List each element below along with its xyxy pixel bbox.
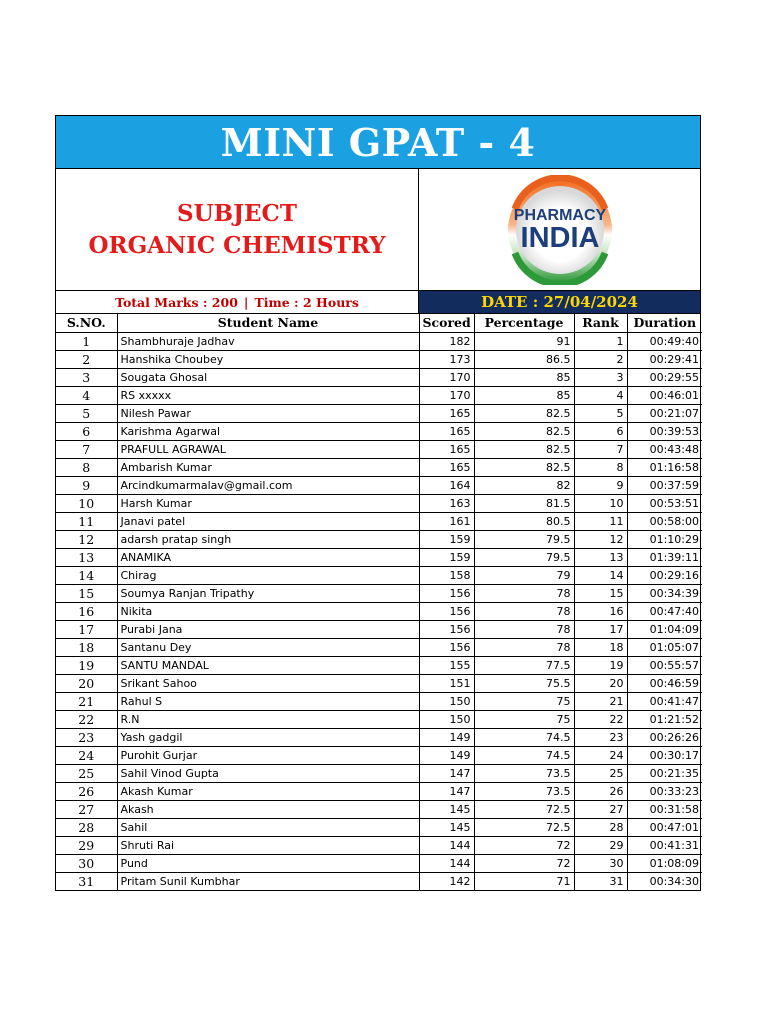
cell-percentage: 82.5 xyxy=(474,458,574,476)
cell-rank: 26 xyxy=(574,782,627,800)
cell-percentage: 71 xyxy=(474,872,574,890)
cell-scored: 161 xyxy=(419,512,474,530)
cell-percentage: 75 xyxy=(474,710,574,728)
cell-scored: 159 xyxy=(419,530,474,548)
cell-sno: 5 xyxy=(56,404,117,422)
table-row xyxy=(56,854,702,872)
cell-name: Pund xyxy=(117,854,419,872)
cell-name: Chirag xyxy=(117,566,419,584)
cell-percentage: 74.5 xyxy=(474,728,574,746)
cell-duration: 00:29:55 xyxy=(627,368,702,386)
cell-sno: 12 xyxy=(56,530,117,548)
cell-name: PRAFULL AGRAWAL xyxy=(117,440,419,458)
table-row xyxy=(56,350,702,368)
cell-percentage: 72 xyxy=(474,854,574,872)
cell-name: Sougata Ghosal xyxy=(117,368,419,386)
cell-name: Arcindkumarmalav@gmail.com xyxy=(117,476,419,494)
cell-sno: 17 xyxy=(56,620,117,638)
cell-percentage: 75.5 xyxy=(474,674,574,692)
cell-scored: 156 xyxy=(419,602,474,620)
cell-rank: 7 xyxy=(574,440,627,458)
cell-rank: 29 xyxy=(574,836,627,854)
subject-cell xyxy=(56,169,419,290)
cell-sno: 13 xyxy=(56,548,117,566)
cell-duration: 00:33:23 xyxy=(627,782,702,800)
cell-name: Janavi patel xyxy=(117,512,419,530)
cell-scored: 150 xyxy=(419,710,474,728)
cell-rank: 12 xyxy=(574,530,627,548)
cell-scored: 147 xyxy=(419,764,474,782)
cell-duration: 00:37:59 xyxy=(627,476,702,494)
cell-scored: 158 xyxy=(419,566,474,584)
cell-percentage: 72.5 xyxy=(474,818,574,836)
cell-name: Rahul S xyxy=(117,692,419,710)
result-sheet xyxy=(55,115,701,891)
table-row xyxy=(56,674,702,692)
separator: | xyxy=(243,294,249,310)
cell-name: adarsh pratap singh xyxy=(117,530,419,548)
cell-sno: 19 xyxy=(56,656,117,674)
col-header-rank: Rank xyxy=(574,314,627,332)
cell-rank: 13 xyxy=(574,548,627,566)
cell-rank: 3 xyxy=(574,368,627,386)
cell-duration: 00:21:07 xyxy=(627,404,702,422)
cell-percentage: 82 xyxy=(474,476,574,494)
cell-duration: 00:47:01 xyxy=(627,818,702,836)
cell-sno: 11 xyxy=(56,512,117,530)
cell-rank: 23 xyxy=(574,728,627,746)
cell-duration: 00:29:41 xyxy=(627,350,702,368)
cell-rank: 21 xyxy=(574,692,627,710)
table-row xyxy=(56,566,702,584)
cell-sno: 6 xyxy=(56,422,117,440)
cell-percentage: 81.5 xyxy=(474,494,574,512)
cell-scored: 156 xyxy=(419,638,474,656)
cell-name: SANTU MANDAL xyxy=(117,656,419,674)
col-header-duration: Duration xyxy=(627,314,702,332)
cell-duration: 01:21:52 xyxy=(627,710,702,728)
cell-percentage: 74.5 xyxy=(474,746,574,764)
cell-duration: 00:21:35 xyxy=(627,764,702,782)
cell-name: Karishma Agarwal xyxy=(117,422,419,440)
cell-scored: 144 xyxy=(419,854,474,872)
cell-scored: 165 xyxy=(419,404,474,422)
cell-sno: 20 xyxy=(56,674,117,692)
marks-time-cell xyxy=(56,291,419,313)
total-marks: Total Marks : 200 xyxy=(115,294,238,310)
cell-rank: 31 xyxy=(574,872,627,890)
table-row xyxy=(56,818,702,836)
cell-scored: 156 xyxy=(419,584,474,602)
cell-duration: 00:34:30 xyxy=(627,872,702,890)
cell-duration: 00:58:00 xyxy=(627,512,702,530)
cell-scored: 156 xyxy=(419,620,474,638)
logo-text-pharmacy: PHARMACY xyxy=(513,206,606,224)
cell-name: Akash xyxy=(117,800,419,818)
cell-name: Santanu Dey xyxy=(117,638,419,656)
cell-scored: 163 xyxy=(419,494,474,512)
cell-duration: 00:53:51 xyxy=(627,494,702,512)
table-row xyxy=(56,386,702,404)
cell-duration: 00:41:47 xyxy=(627,692,702,710)
cell-duration: 01:10:29 xyxy=(627,530,702,548)
cell-sno: 21 xyxy=(56,692,117,710)
cell-name: Pritam Sunil Kumbhar xyxy=(117,872,419,890)
cell-scored: 182 xyxy=(419,332,474,350)
table-row xyxy=(56,692,702,710)
cell-sno: 29 xyxy=(56,836,117,854)
cell-percentage: 82.5 xyxy=(474,440,574,458)
cell-rank: 11 xyxy=(574,512,627,530)
header-row xyxy=(56,314,702,332)
results-table xyxy=(56,314,702,890)
subject-name: ORGANIC CHEMISTRY xyxy=(88,231,386,259)
cell-sno: 2 xyxy=(56,350,117,368)
cell-name: Soumya Ranjan Tripathy xyxy=(117,584,419,602)
cell-percentage: 72.5 xyxy=(474,800,574,818)
cell-duration: 00:43:48 xyxy=(627,440,702,458)
cell-sno: 7 xyxy=(56,440,117,458)
table-row xyxy=(56,656,702,674)
cell-rank: 27 xyxy=(574,800,627,818)
cell-scored: 150 xyxy=(419,692,474,710)
cell-rank: 25 xyxy=(574,764,627,782)
logo-text-india: INDIA xyxy=(520,221,599,254)
cell-sno: 18 xyxy=(56,638,117,656)
cell-percentage: 78 xyxy=(474,584,574,602)
cell-scored: 142 xyxy=(419,872,474,890)
cell-duration: 00:46:01 xyxy=(627,386,702,404)
cell-name: Harsh Kumar xyxy=(117,494,419,512)
col-header-scored: Scored xyxy=(419,314,474,332)
cell-sno: 27 xyxy=(56,800,117,818)
cell-scored: 159 xyxy=(419,548,474,566)
info-row xyxy=(56,291,700,314)
cell-rank: 24 xyxy=(574,746,627,764)
cell-rank: 5 xyxy=(574,404,627,422)
cell-duration: 01:04:09 xyxy=(627,620,702,638)
cell-name: RS xxxxx xyxy=(117,386,419,404)
cell-scored: 149 xyxy=(419,728,474,746)
cell-name: Nilesh Pawar xyxy=(117,404,419,422)
cell-percentage: 80.5 xyxy=(474,512,574,530)
cell-duration: 00:47:40 xyxy=(627,602,702,620)
cell-scored: 165 xyxy=(419,422,474,440)
cell-percentage: 79.5 xyxy=(474,548,574,566)
cell-scored: 170 xyxy=(419,386,474,404)
cell-scored: 147 xyxy=(419,782,474,800)
cell-duration: 01:39:11 xyxy=(627,548,702,566)
cell-duration: 00:34:39 xyxy=(627,584,702,602)
table-row xyxy=(56,710,702,728)
title-banner xyxy=(56,116,700,169)
cell-name: Purabi Jana xyxy=(117,620,419,638)
col-header-percentage: Percentage xyxy=(474,314,574,332)
cell-sno: 30 xyxy=(56,854,117,872)
table-row xyxy=(56,458,702,476)
table-row xyxy=(56,440,702,458)
cell-sno: 15 xyxy=(56,584,117,602)
cell-name: Shambhuraje Jadhav xyxy=(117,332,419,350)
cell-sno: 4 xyxy=(56,386,117,404)
cell-percentage: 79 xyxy=(474,566,574,584)
cell-percentage: 73.5 xyxy=(474,764,574,782)
cell-name: Sahil xyxy=(117,818,419,836)
cell-scored: 165 xyxy=(419,440,474,458)
cell-rank: 1 xyxy=(574,332,627,350)
table-row xyxy=(56,620,702,638)
cell-percentage: 85 xyxy=(474,386,574,404)
cell-rank: 6 xyxy=(574,422,627,440)
cell-duration: 00:30:17 xyxy=(627,746,702,764)
cell-percentage: 85 xyxy=(474,368,574,386)
cell-name: Srikant Sahoo xyxy=(117,674,419,692)
cell-name: Shruti Rai xyxy=(117,836,419,854)
cell-rank: 18 xyxy=(574,638,627,656)
cell-duration: 00:46:59 xyxy=(627,674,702,692)
cell-rank: 8 xyxy=(574,458,627,476)
cell-duration: 00:55:57 xyxy=(627,656,702,674)
cell-rank: 17 xyxy=(574,620,627,638)
cell-duration: 00:29:16 xyxy=(627,566,702,584)
cell-duration: 01:16:58 xyxy=(627,458,702,476)
cell-name: Akash Kumar xyxy=(117,782,419,800)
cell-duration: 00:26:26 xyxy=(627,728,702,746)
cell-scored: 151 xyxy=(419,674,474,692)
pharmacy-india-logo xyxy=(497,175,623,285)
cell-percentage: 79.5 xyxy=(474,530,574,548)
cell-sno: 10 xyxy=(56,494,117,512)
cell-percentage: 78 xyxy=(474,602,574,620)
cell-duration: 01:05:07 xyxy=(627,638,702,656)
table-row xyxy=(56,728,702,746)
cell-rank: 28 xyxy=(574,818,627,836)
cell-rank: 15 xyxy=(574,584,627,602)
cell-percentage: 73.5 xyxy=(474,782,574,800)
cell-name: Ambarish Kumar xyxy=(117,458,419,476)
table-row xyxy=(56,476,702,494)
cell-sno: 14 xyxy=(56,566,117,584)
cell-rank: 19 xyxy=(574,656,627,674)
cell-rank: 14 xyxy=(574,566,627,584)
cell-percentage: 75 xyxy=(474,692,574,710)
table-row xyxy=(56,872,702,890)
cell-scored: 173 xyxy=(419,350,474,368)
table-row xyxy=(56,422,702,440)
table-row xyxy=(56,368,702,386)
page-title: MINI GPAT - 4 xyxy=(220,119,536,165)
cell-duration: 00:39:53 xyxy=(627,422,702,440)
col-header-sno: S.NO. xyxy=(56,314,117,332)
cell-scored: 165 xyxy=(419,458,474,476)
cell-scored: 149 xyxy=(419,746,474,764)
table-row xyxy=(56,746,702,764)
cell-rank: 16 xyxy=(574,602,627,620)
exam-date: DATE : 27/04/2024 xyxy=(481,293,638,311)
cell-sno: 24 xyxy=(56,746,117,764)
cell-sno: 31 xyxy=(56,872,117,890)
cell-name: Hanshika Choubey xyxy=(117,350,419,368)
table-row xyxy=(56,602,702,620)
date-cell xyxy=(419,291,700,313)
cell-scored: 145 xyxy=(419,818,474,836)
cell-scored: 144 xyxy=(419,836,474,854)
cell-percentage: 72 xyxy=(474,836,574,854)
cell-name: Sahil Vinod Gupta xyxy=(117,764,419,782)
cell-rank: 10 xyxy=(574,494,627,512)
table-row xyxy=(56,530,702,548)
table-row xyxy=(56,638,702,656)
cell-percentage: 77.5 xyxy=(474,656,574,674)
cell-name: Yash gadgil xyxy=(117,728,419,746)
cell-duration: 01:08:09 xyxy=(627,854,702,872)
cell-sno: 16 xyxy=(56,602,117,620)
col-header-name: Student Name xyxy=(117,314,419,332)
table-row xyxy=(56,836,702,854)
table-row xyxy=(56,782,702,800)
cell-scored: 155 xyxy=(419,656,474,674)
cell-percentage: 91 xyxy=(474,332,574,350)
table-row xyxy=(56,764,702,782)
cell-rank: 4 xyxy=(574,386,627,404)
cell-scored: 170 xyxy=(419,368,474,386)
cell-sno: 22 xyxy=(56,710,117,728)
cell-sno: 9 xyxy=(56,476,117,494)
cell-duration: 00:31:58 xyxy=(627,800,702,818)
cell-sno: 26 xyxy=(56,782,117,800)
logo-cell xyxy=(419,169,700,290)
exam-time: Time : 2 Hours xyxy=(254,294,359,310)
table-row xyxy=(56,512,702,530)
subject-label: SUBJECT xyxy=(177,199,297,227)
cell-sno: 28 xyxy=(56,818,117,836)
table-row xyxy=(56,404,702,422)
cell-sno: 23 xyxy=(56,728,117,746)
cell-rank: 22 xyxy=(574,710,627,728)
cell-percentage: 86.5 xyxy=(474,350,574,368)
cell-sno: 8 xyxy=(56,458,117,476)
cell-rank: 9 xyxy=(574,476,627,494)
cell-name: ANAMIKA xyxy=(117,548,419,566)
cell-duration: 00:41:31 xyxy=(627,836,702,854)
subject-row xyxy=(56,169,700,291)
table-row xyxy=(56,548,702,566)
cell-name: Purohit Gurjar xyxy=(117,746,419,764)
cell-percentage: 78 xyxy=(474,638,574,656)
cell-sno: 3 xyxy=(56,368,117,386)
cell-scored: 145 xyxy=(419,800,474,818)
cell-sno: 1 xyxy=(56,332,117,350)
cell-sno: 25 xyxy=(56,764,117,782)
cell-percentage: 82.5 xyxy=(474,422,574,440)
table-row xyxy=(56,332,702,350)
table-row xyxy=(56,494,702,512)
cell-rank: 20 xyxy=(574,674,627,692)
table-row xyxy=(56,800,702,818)
cell-rank: 30 xyxy=(574,854,627,872)
cell-duration: 00:49:40 xyxy=(627,332,702,350)
cell-name: R.N xyxy=(117,710,419,728)
table-row xyxy=(56,584,702,602)
cell-name: Nikita xyxy=(117,602,419,620)
cell-percentage: 82.5 xyxy=(474,404,574,422)
cell-rank: 2 xyxy=(574,350,627,368)
cell-scored: 164 xyxy=(419,476,474,494)
cell-percentage: 78 xyxy=(474,620,574,638)
